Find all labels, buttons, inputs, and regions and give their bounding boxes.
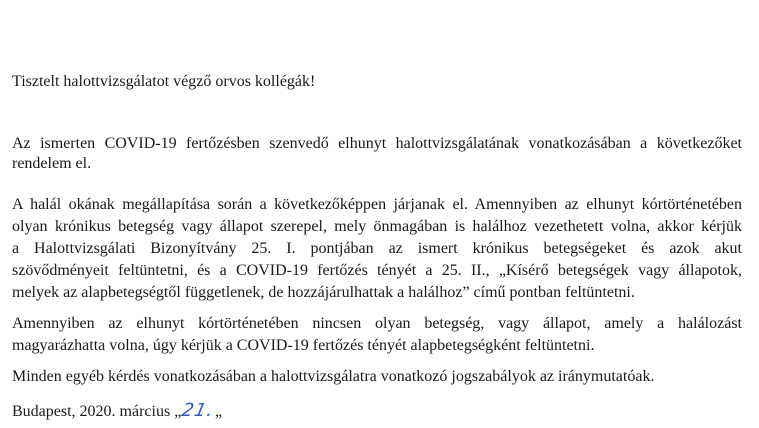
handwritten-day: 21. [180,400,217,421]
paragraph-1-line-2: rendelem el. [12,155,92,172]
paragraph-2-line-4: szövődményeit feltüntetni, és a COVID-19 fertőzés tényét a 25. II., „Kísérő betegségek vagy állapotok, [12,262,742,279]
paragraph-2-line-2: olyan krónikus betegség vagy állapot szerepel, mely önmagában is halálhoz vezethetett volna, akkor kérjük [12,218,742,235]
paragraph-2-line-5: melyek az alapbetegségtől függetlenek, de hozzájárulhattak a halálhoz” című pontban feltüntetni. [12,284,635,301]
date-line [12,400,742,423]
paragraph-1-line-1: Az ismerten COVID-19 fertőzésben szenvedő elhunyt halottvizsgálatának vonatkozásában a következőket [12,135,742,152]
date-prefix: Budapest, 2020. március „ [12,403,182,420]
paragraph-4: Minden egyéb kérdés vonatkozásában a halottvizsgálatra vonatkozó jogszabályok az iránymutatóak. [12,368,655,385]
paragraph-3-line-2: magyarázhatta volna, úgy kérjük a COVID-19 fertőzés tényét alapbetegségként feltüntetni. [12,337,595,354]
paragraph-2-line-1: A halál okának megállapítása során a következőképpen járjanak el. Amennyiben az elhunyt kórtörténetében [12,196,742,213]
paragraph-2-line-3: a Halottvizsgálati Bizonyítvány 25. I. pontjában az ismert krónikus betegségeket és azok akut [12,240,742,257]
paragraph-3-line-1: Amennyiben az elhunyt kórtörténetében nincsen olyan betegség, vagy állapot, amely a halálozást [12,315,742,332]
salutation: Tisztelt halottvizsgálatot végző orvos kollégák! [12,73,316,90]
date-suffix: „ [214,403,223,420]
